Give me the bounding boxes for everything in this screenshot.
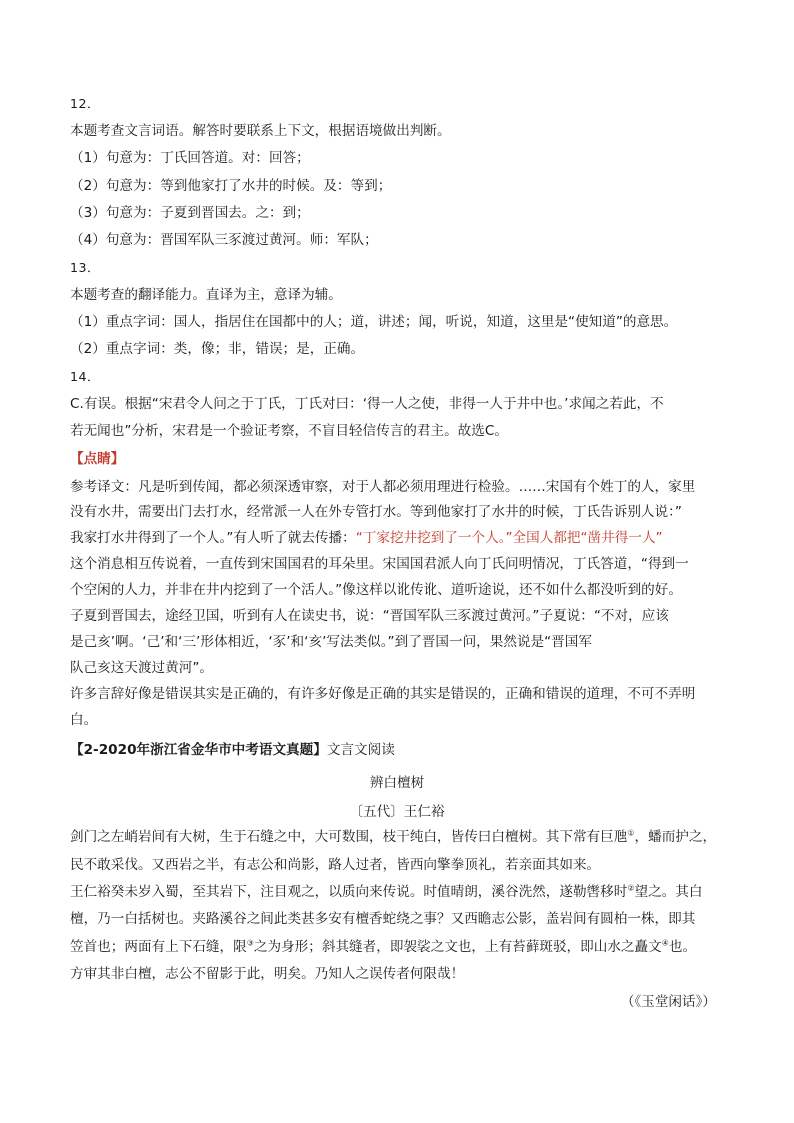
q13-number: 13． [70,260,101,275]
passage-line-3-tail: 望之。其白 [634,884,703,900]
translation-line-3 [70,530,730,546]
note-marker-2: ② [627,883,635,893]
passage-line-5-mid: 之为身形；斜其缝者，即袈裟之文也，上有苔藓斑驳，即山水之矗文 [253,939,662,955]
passage-line-2: 民不敢采伐。又西岩之半，有志公和尚影，路人过者，皆西向擎拳顶礼，若亲面其如来。 [70,857,601,873]
translation-line-3-text: 我家打水井得到了一个人。”有人听了就去传播： [70,530,356,546]
q13-item-2: （2）重点字词：类，像；非，错误；是，正确。 [70,341,365,357]
note-marker-1: ① [627,828,635,838]
passage-line-6: 方审其非白檀，志公不留影于此，明矣。乃知人之误传者何限哉！ [70,966,465,982]
passage-line-5-tail: 也。 [668,939,697,955]
passage-source: （《玉堂闲话》） [620,994,716,1010]
q12-item-1: （1）句意为：丁氏回答道。对：回答； [70,150,310,166]
dianjing-heading: 【点睛】 [70,451,125,467]
red-quote-2: 全国人都把“凿井得一人” [512,530,663,546]
q12-number: 12． [70,96,101,111]
translation-line-2: 没有水井，需要出门去打水，经常派一人在外专管打水。等到他家打了水井的时候，丁氏告诉别人说：” [70,504,682,520]
note-marker-3: ③ [246,938,254,948]
passage-line-4: 檀，乃一白括树也。夹路溪谷之间此类甚多安有檀香蛇绕之事？又西瞻志公影，盖岩间有圆柏一株，即其 [70,911,696,927]
q12-item-3: （3）句意为：子夏到晋国去。之：到； [70,205,310,221]
red-quote-1: “丁家挖井挖到了一个人。” [355,530,513,546]
q13-item-1: （1）重点字词：国人，指居住在国都中的人；道，讲述；闻，听说，知道，这里是“使知道”的意思。 [70,314,678,330]
translation-line-1: 参考译文：凡是听到传闻，都必须深透审察，对于人都必须用理进行检验。……宋国有个姓丁的人，家里 [70,479,696,495]
translation-line-8: 队己亥这天渡过黄河”。 [70,660,213,676]
q12-intro: 本题考查文言词语。解答时要联系上下文，根据语境做出判断。 [70,123,451,139]
q14-answer-line-2: 若无闻也”分析，宋君是一个验证考察，不盲目轻信传言的君主。故选C。 [70,423,508,439]
note-marker-4: ④ [661,938,669,948]
passage-line-1-tail: ，蟠而护之， [634,829,717,845]
translation-line-5: 个空闲的人力，并非在井内挖到了一个活人。”像这样以讹传讹、道听途说，还不如什么都没听到的好。 [70,582,682,598]
passage-author: 〔五代〕王仁裕 [349,804,445,820]
passage-line-1-text: 剑门之左峭岩间有大树，生于石缝之中，大可数围，枝干纯白，皆传曰白檀树。其下常有巨虺 [70,829,628,845]
translation-line-9: 许多言辞好像是错误其实是正确的，有许多好像是正确的其实是错误的，正确和错误的道理，不可不弄明 [70,686,696,702]
q13-intro: 本题考查的翻译能力。直译为主，意译为辅。 [70,287,342,303]
section-heading [70,742,730,758]
translation-line-7: 是己亥’啊。‘己’和‘三’形体相近，‘豕’和‘亥’写法类似。”到了晋国一问，果然说是“晋国军 [70,634,592,650]
q12-item-2: （2）句意为：等到他家打了水井的时候。及：等到； [70,178,392,194]
q14-number: 14． [70,369,101,384]
passage-title: 辨白檀树 [369,775,425,791]
q14-answer-line-1: C.有误。根据“宋君令人问之于丁氏，丁氏对曰：‘得一人之使，非得一人于井中也。’求闻之若此，不 [70,396,664,412]
section-source-tag: 【2-2020年浙江省金华市中考语文真题】 [70,742,327,758]
passage-line-3-text: 王仁裕癸未岁入蜀，至其岩下，注目观之，以质向来传说。时值晴朗，溪谷洗然，遂勒辔移时 [70,884,628,900]
q12-item-4: （4）句意为：晋国军队三豕渡过黄河。师：军队； [70,232,378,248]
translation-line-10: 白。 [70,712,98,728]
translation-line-4: 这个消息相互传说着，一直传到宋国国君的耳朵里。宋国国君派人向丁氏问明情况，丁氏答道，“得到一 [70,556,689,572]
passage-line-3 [70,884,730,900]
translation-line-6: 子夏到晋国去，途经卫国，听到有人在读史书，说：“晋国军队三豕渡过黄河。”子夏说：“不对，应该 [70,608,669,624]
passage-line-1 [70,829,730,845]
passage-line-5 [70,939,730,955]
passage-line-5-text: 笠首也；两面有上下石缝，限 [70,939,247,955]
section-type: 文言文阅读 [326,742,395,758]
